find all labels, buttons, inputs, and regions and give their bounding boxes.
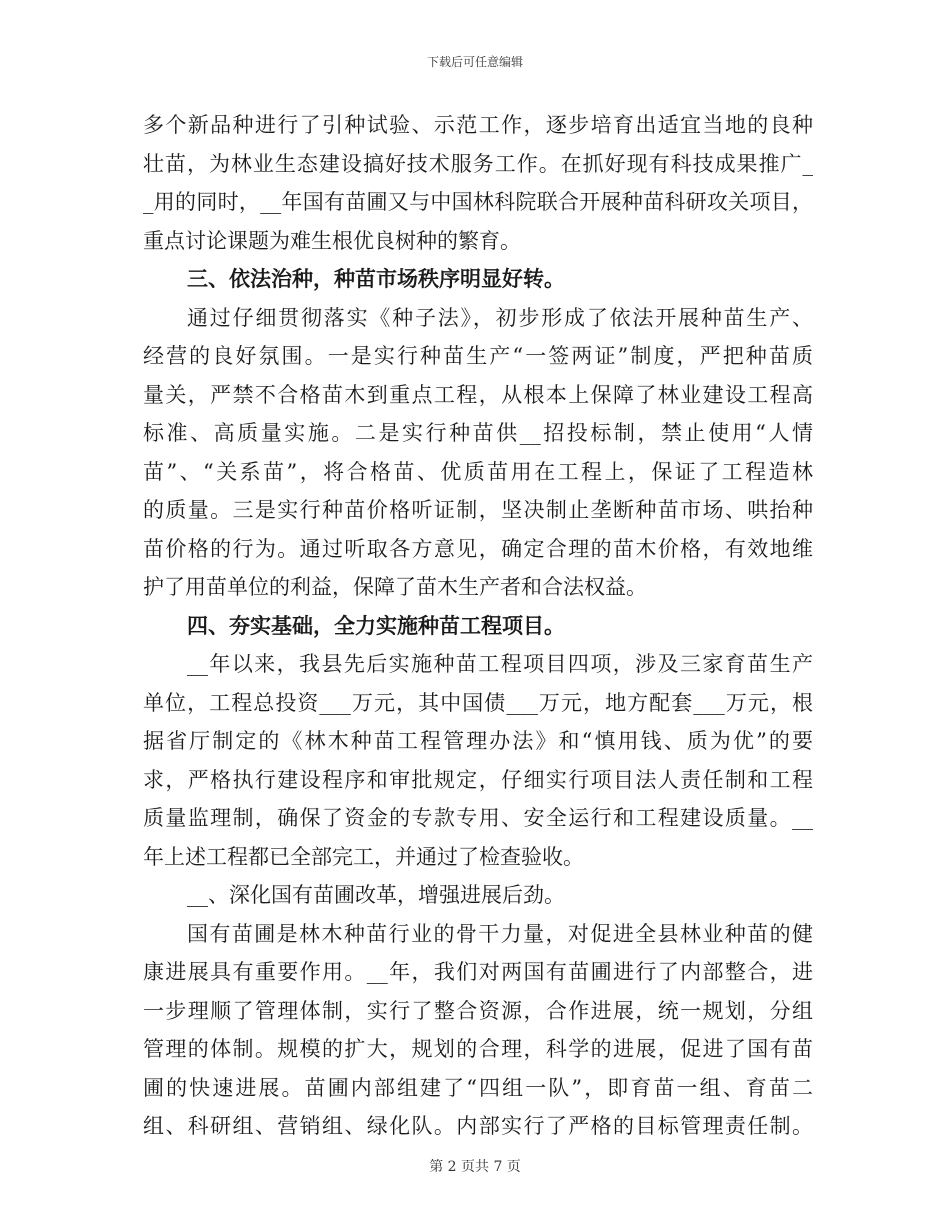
body-line: 圃的快速进展。苗圃内部组建了“四组一队”，即育苗一组、育苗二 xyxy=(143,1075,813,1100)
document-body xyxy=(143,106,813,1146)
body-line: 质量监理制，确保了资金的专款专用、安全运行和工程建设质量。__ xyxy=(143,806,813,830)
body-line: 康进展具有重要作用。__年，我们对两国有苗圃进行了内部整合，进 xyxy=(143,960,813,984)
body-line: 管理的体制。规模的扩大，规划的合理，科学的进展，促进了国有苗 xyxy=(143,1037,813,1061)
body-line: 通过仔细贯彻落实《种子法》，初步形成了依法开展种苗生产、 xyxy=(187,305,813,330)
body-line: 求，严格执行建设程序和审批规定，仔细实行项目法人责任制和工程 xyxy=(143,767,813,792)
body-line: __年以来，我县先后实施种苗工程项目四项，涉及三家育苗生产 xyxy=(187,652,813,676)
body-line: _用的同时，__年国有苗圃又与中国林科院联合开展种苗科研攻关项目， xyxy=(143,190,813,214)
page-header: 下载后可任意编辑 xyxy=(426,55,523,69)
body-line: 的质量。三是实行种苗价格听证制，坚决制止垄断种苗市场、哄抬种 xyxy=(143,498,813,522)
body-line: 据省厅制定的《林木种苗工程管理办法》和“慎用钱、质为优”的要 xyxy=(143,729,813,753)
body-line: 苗价格的行为。通过听取各方意见，确定合理的苗木价格，有效地维 xyxy=(143,536,813,561)
section-heading-3: 三、依法治种，种苗市场秩序明显好转。 xyxy=(187,266,565,291)
body-line: 标准、高质量实施。二是实行种苗供__招投标制，禁止使用“人情 xyxy=(143,421,813,445)
body-line: 国有苗圃是林木种苗行业的骨干力量，对促进全县林业种苗的健 xyxy=(187,921,813,946)
body-line: 一步理顺了管理体制，实行了整合资源，合作进展，统一规划，分组 xyxy=(143,998,813,1023)
body-line: 经营的良好氛围。一是实行种苗生产“一签两证”制度，严把种苗质 xyxy=(143,344,813,368)
body-line: 护了用苗单位的利益，保障了苗木生产者和合法权益。 xyxy=(143,575,647,599)
section-heading-4: 四、夯实基础，全力实施种苗工程项目。 xyxy=(187,612,565,638)
section-heading-5: __、深化国有苗圃改革，增强进展后劲。 xyxy=(187,883,565,907)
body-line: 年上述工程都已全部完工，并通过了检查验收。 xyxy=(143,844,584,869)
body-line: 组、科研组、营销组、绿化队。内部实行了严格的目标管理责任制。 xyxy=(143,1114,813,1138)
body-line: 壮苗，为林业生态建设搞好技术服务工作。在抓好现有科技成果推广_ xyxy=(143,151,813,176)
page-number-footer: 第 2 页共 7 页 xyxy=(429,1159,521,1175)
body-line: 多个新品种进行了引种试验、示范工作，逐步培育出适宜当地的良种 xyxy=(143,113,813,137)
body-line: 重点讨论课题为难生根优良树种的繁育。 xyxy=(143,228,521,253)
body-line: 量关，严禁不合格苗木到重点工程，从根本上保障了林业建设工程高 xyxy=(143,382,813,407)
body-line: 苗”、“关系苗”，将合格苗、优质苗用在工程上，保证了工程造林 xyxy=(143,459,813,484)
body-line: 单位，工程总投资___万元，其中国债___万元，地方配套___万元，根 xyxy=(143,690,813,715)
